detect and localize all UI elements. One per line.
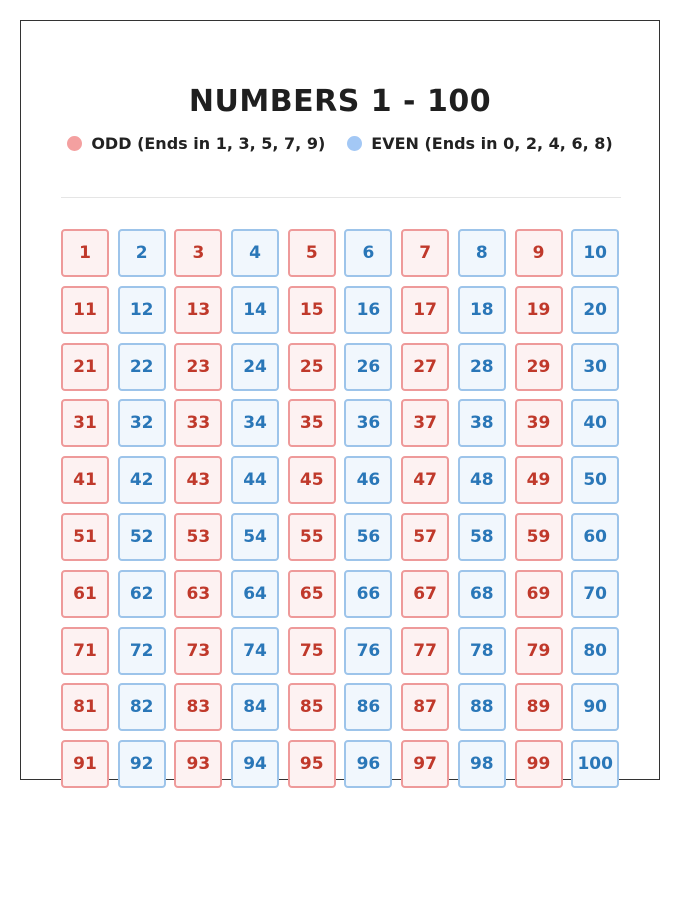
number-cell-6[interactable]: 6 (344, 229, 392, 277)
number-cell-34[interactable]: 34 (231, 399, 279, 447)
divider (61, 197, 621, 198)
number-cell-57[interactable]: 57 (401, 513, 449, 561)
number-cell-11[interactable]: 11 (61, 286, 109, 334)
number-cell-80[interactable]: 80 (571, 627, 619, 675)
number-cell-77[interactable]: 77 (401, 627, 449, 675)
number-cell-83[interactable]: 83 (174, 683, 222, 731)
number-cell-30[interactable]: 30 (571, 343, 619, 391)
number-cell-86[interactable]: 86 (344, 683, 392, 731)
number-cell-71[interactable]: 71 (61, 627, 109, 675)
number-cell-98[interactable]: 98 (458, 740, 506, 788)
number-cell-87[interactable]: 87 (401, 683, 449, 731)
number-cell-93[interactable]: 93 (174, 740, 222, 788)
number-cell-96[interactable]: 96 (344, 740, 392, 788)
number-cell-78[interactable]: 78 (458, 627, 506, 675)
even-dot-icon (347, 136, 362, 151)
number-cell-32[interactable]: 32 (118, 399, 166, 447)
number-cell-8[interactable]: 8 (458, 229, 506, 277)
number-grid (61, 229, 619, 788)
number-cell-67[interactable]: 67 (401, 570, 449, 618)
number-cell-33[interactable]: 33 (174, 399, 222, 447)
number-cell-17[interactable]: 17 (401, 286, 449, 334)
number-cell-91[interactable]: 91 (61, 740, 109, 788)
number-cell-55[interactable]: 55 (288, 513, 336, 561)
number-cell-26[interactable]: 26 (344, 343, 392, 391)
number-cell-63[interactable]: 63 (174, 570, 222, 618)
number-cell-4[interactable]: 4 (231, 229, 279, 277)
legend (20, 134, 660, 153)
legend-even (347, 134, 612, 153)
number-cell-76[interactable]: 76 (344, 627, 392, 675)
number-cell-56[interactable]: 56 (344, 513, 392, 561)
number-cell-29[interactable]: 29 (515, 343, 563, 391)
number-cell-1[interactable]: 1 (61, 229, 109, 277)
number-cell-38[interactable]: 38 (458, 399, 506, 447)
number-cell-90[interactable]: 90 (571, 683, 619, 731)
number-cell-23[interactable]: 23 (174, 343, 222, 391)
number-cell-9[interactable]: 9 (515, 229, 563, 277)
number-cell-53[interactable]: 53 (174, 513, 222, 561)
number-cell-45[interactable]: 45 (288, 456, 336, 504)
number-cell-61[interactable]: 61 (61, 570, 109, 618)
number-cell-60[interactable]: 60 (571, 513, 619, 561)
number-cell-72[interactable]: 72 (118, 627, 166, 675)
number-cell-79[interactable]: 79 (515, 627, 563, 675)
number-cell-49[interactable]: 49 (515, 456, 563, 504)
number-cell-54[interactable]: 54 (231, 513, 279, 561)
number-cell-14[interactable]: 14 (231, 286, 279, 334)
number-cell-75[interactable]: 75 (288, 627, 336, 675)
number-cell-24[interactable]: 24 (231, 343, 279, 391)
number-cell-88[interactable]: 88 (458, 683, 506, 731)
number-cell-64[interactable]: 64 (231, 570, 279, 618)
number-cell-89[interactable]: 89 (515, 683, 563, 731)
number-cell-20[interactable]: 20 (571, 286, 619, 334)
number-cell-28[interactable]: 28 (458, 343, 506, 391)
number-cell-59[interactable]: 59 (515, 513, 563, 561)
number-cell-18[interactable]: 18 (458, 286, 506, 334)
number-cell-68[interactable]: 68 (458, 570, 506, 618)
legend-even-label: EVEN (Ends in 0, 2, 4, 6, 8) (371, 134, 613, 153)
number-cell-36[interactable]: 36 (344, 399, 392, 447)
number-cell-41[interactable]: 41 (61, 456, 109, 504)
number-cell-21[interactable]: 21 (61, 343, 109, 391)
number-cell-48[interactable]: 48 (458, 456, 506, 504)
number-cell-66[interactable]: 66 (344, 570, 392, 618)
number-cell-37[interactable]: 37 (401, 399, 449, 447)
number-cell-25[interactable]: 25 (288, 343, 336, 391)
number-cell-73[interactable]: 73 (174, 627, 222, 675)
number-cell-84[interactable]: 84 (231, 683, 279, 731)
number-cell-62[interactable]: 62 (118, 570, 166, 618)
number-cell-47[interactable]: 47 (401, 456, 449, 504)
number-cell-15[interactable]: 15 (288, 286, 336, 334)
number-cell-5[interactable]: 5 (288, 229, 336, 277)
number-cell-85[interactable]: 85 (288, 683, 336, 731)
number-cell-74[interactable]: 74 (231, 627, 279, 675)
number-cell-16[interactable]: 16 (344, 286, 392, 334)
number-cell-65[interactable]: 65 (288, 570, 336, 618)
number-cell-58[interactable]: 58 (458, 513, 506, 561)
legend-odd-label: ODD (Ends in 1, 3, 5, 7, 9) (91, 134, 326, 153)
number-cell-82[interactable]: 82 (118, 683, 166, 731)
number-cell-7[interactable]: 7 (401, 229, 449, 277)
number-cell-99[interactable]: 99 (515, 740, 563, 788)
number-cell-70[interactable]: 70 (571, 570, 619, 618)
number-cell-35[interactable]: 35 (288, 399, 336, 447)
number-cell-13[interactable]: 13 (174, 286, 222, 334)
number-cell-94[interactable]: 94 (231, 740, 279, 788)
number-cell-40[interactable]: 40 (571, 399, 619, 447)
number-cell-31[interactable]: 31 (61, 399, 109, 447)
odd-dot-icon (67, 136, 82, 151)
number-cell-22[interactable]: 22 (118, 343, 166, 391)
number-cell-69[interactable]: 69 (515, 570, 563, 618)
number-cell-44[interactable]: 44 (231, 456, 279, 504)
number-cell-39[interactable]: 39 (515, 399, 563, 447)
number-cell-81[interactable]: 81 (61, 683, 109, 731)
number-cell-51[interactable]: 51 (61, 513, 109, 561)
number-cell-100[interactable]: 100 (571, 740, 619, 788)
number-cell-3[interactable]: 3 (174, 229, 222, 277)
number-cell-95[interactable]: 95 (288, 740, 336, 788)
number-cell-92[interactable]: 92 (118, 740, 166, 788)
page-title: NUMBERS 1 - 100 (188, 84, 492, 119)
number-cell-52[interactable]: 52 (118, 513, 166, 561)
number-cell-27[interactable]: 27 (401, 343, 449, 391)
number-cell-46[interactable]: 46 (344, 456, 392, 504)
number-cell-19[interactable]: 19 (515, 286, 563, 334)
number-cell-43[interactable]: 43 (174, 456, 222, 504)
number-cell-12[interactable]: 12 (118, 286, 166, 334)
number-cell-50[interactable]: 50 (571, 456, 619, 504)
number-cell-10[interactable]: 10 (571, 229, 619, 277)
legend-odd (67, 134, 325, 153)
number-cell-97[interactable]: 97 (401, 740, 449, 788)
number-cell-42[interactable]: 42 (118, 456, 166, 504)
number-cell-2[interactable]: 2 (118, 229, 166, 277)
